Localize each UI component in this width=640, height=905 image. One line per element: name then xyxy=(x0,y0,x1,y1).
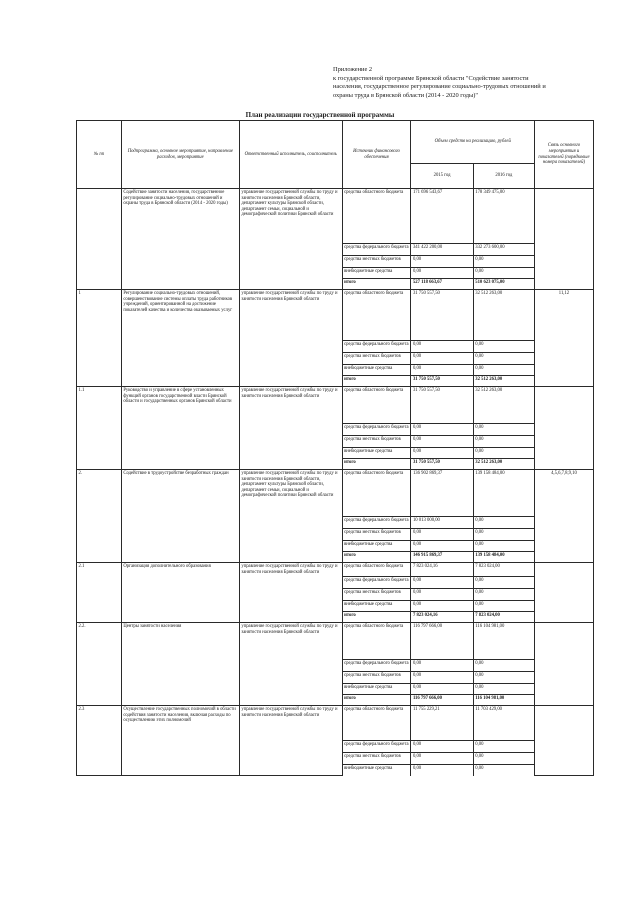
funding-source-label: внебюджетные средства xyxy=(342,765,411,776)
table-row xyxy=(77,706,594,741)
funding-source-label: средства местных бюджетов xyxy=(342,529,411,541)
indicator-link: 4,5,6,7,8,9,10 xyxy=(534,470,593,563)
row-number: 2.3 xyxy=(77,706,122,776)
measure-name: Центры занятости населения xyxy=(121,623,239,706)
amount-2015: 0,00 xyxy=(411,660,473,672)
row-number: 1 xyxy=(77,290,122,387)
amount-2016: 0,00 xyxy=(473,424,534,436)
amount-2015: 0,00 xyxy=(411,753,473,765)
row-number: 2. xyxy=(77,470,122,563)
indicator-link xyxy=(534,387,593,470)
executor-name: управление государственной службы по труду и занятости населения Брянской области xyxy=(239,623,342,706)
measure-name: Регулирование социально-трудовых отношений, совершенствование системы оплаты труда работников учреждений, ориентированной на достижение показателей качества и количества оказываемых услуг xyxy=(121,290,239,387)
amount-2016: 0,00 xyxy=(473,268,534,279)
header-source: Источник финансового обеспечения xyxy=(342,121,411,189)
amount-2015: 0,00 xyxy=(411,268,473,279)
amount-2015: 0,00 xyxy=(411,601,473,612)
amount-2016: 139 158 484,00 xyxy=(473,552,534,563)
funding-source-label: средства федерального бюджета xyxy=(342,424,411,436)
funding-source-label: внебюджетные средства xyxy=(342,541,411,552)
executor-name: управление государственной службы по труду и занятости населения Брянской области, департамент культуры Брянской области, департамент семьи, социальной и демографической политики Брянской области xyxy=(239,189,342,290)
amount-2015: 31 750 557,50 xyxy=(411,376,473,387)
amount-2016: 0,00 xyxy=(473,684,534,695)
amount-2016: 178 349 475,00 xyxy=(473,189,534,244)
row-number xyxy=(77,189,122,290)
amount-2015: 0,00 xyxy=(411,448,473,459)
header-year-2016: 2016 год xyxy=(473,164,534,189)
amount-2016: 116 104 981,00 xyxy=(473,695,534,706)
amount-2015: 0,00 xyxy=(411,256,473,268)
amount-2016: 0,00 xyxy=(473,436,534,448)
amount-2016: 0,00 xyxy=(473,341,534,353)
amount-2015: 0,00 xyxy=(411,529,473,541)
executor-name: управление государственной службы по труду и занятости населения Брянской области xyxy=(239,290,342,387)
amount-2016: 32 512 263,00 xyxy=(473,387,534,424)
amount-2016: 0,00 xyxy=(473,660,534,672)
amount-2015: 0,00 xyxy=(411,365,473,376)
funding-source-label: средства областного бюджета xyxy=(342,470,411,517)
amount-2016: 0,00 xyxy=(473,589,534,601)
amount-2015: 116 797 666,00 xyxy=(411,623,473,660)
header-link: Связь основного мероприятия и показателей (порядковые номера показателей) xyxy=(534,121,593,189)
amount-2016: 0,00 xyxy=(473,577,534,589)
funding-source-label: итого xyxy=(342,612,411,623)
funding-source-label: средства местных бюджетов xyxy=(342,672,411,684)
indicator-link xyxy=(534,563,593,623)
funding-source-label: средства областного бюджета xyxy=(342,290,411,341)
amount-2015: 0,00 xyxy=(411,353,473,365)
amount-2016: 332 273 600,00 xyxy=(473,244,534,256)
funding-source-label: средства местных бюджетов xyxy=(342,753,411,765)
appendix-line: охраны труда в Брянской области (2014 - 2020 годы)" xyxy=(333,91,479,99)
funding-source-label: средства местных бюджетов xyxy=(342,353,411,365)
amount-2015: 31 750 557,50 xyxy=(411,290,473,341)
funding-source-label: итого xyxy=(342,279,411,290)
header-executor: Ответственный исполнитель, соисполнитель xyxy=(239,121,342,189)
amount-2015: 31 750 557,50 xyxy=(411,387,473,424)
amount-2016: 0,00 xyxy=(473,365,534,376)
funding-source-label: итого xyxy=(342,695,411,706)
amount-2016: 0,00 xyxy=(473,256,534,268)
amount-2016: 32 512 263,00 xyxy=(473,459,534,470)
executor-name: управление государственной службы по труду и занятости населения Брянской области xyxy=(239,563,342,623)
funding-source-label: итого xyxy=(342,552,411,563)
amount-2016: 11 703 429,00 xyxy=(473,706,534,741)
funding-source-label: средства областного бюджета xyxy=(342,706,411,741)
funding-source-label: средства областного бюджета xyxy=(342,387,411,424)
amount-2015: 0,00 xyxy=(411,436,473,448)
amount-2015: 0,00 xyxy=(411,741,473,753)
amount-2015: 0,00 xyxy=(411,765,473,776)
amount-2015: 31 750 557,50 xyxy=(411,459,473,470)
table-row xyxy=(77,623,594,660)
funding-source-label: средства местных бюджетов xyxy=(342,589,411,601)
amount-2016: 0,00 xyxy=(473,529,534,541)
amount-2015: 11 755 229,21 xyxy=(411,706,473,741)
amount-2015: 0,00 xyxy=(411,541,473,552)
funding-source-label: внебюджетные средства xyxy=(342,365,411,376)
funding-source-label: внебюджетные средства xyxy=(342,268,411,279)
amount-2015: 527 118 663,67 xyxy=(411,279,473,290)
funding-source-label: средства федерального бюджета xyxy=(342,244,411,256)
row-number: 2.2. xyxy=(77,623,122,706)
funding-source-label: средства областного бюджета xyxy=(342,623,411,660)
amount-2016: 0,00 xyxy=(473,672,534,684)
amount-2016: 32 512 263,00 xyxy=(473,376,534,387)
amount-2015: 0,00 xyxy=(411,684,473,695)
amount-2016: 32 512 263,00 xyxy=(473,290,534,341)
row-number: 2.1 xyxy=(77,563,122,623)
funding-source-label: средства федерального бюджета xyxy=(342,577,411,589)
amount-2016: 0,00 xyxy=(473,601,534,612)
measure-name: Осуществление государственных полномочий в области содействия занятости населения, включая расходы по осуществлению этих полномочий xyxy=(121,706,239,776)
funding-source-label: итого xyxy=(342,376,411,387)
amount-2016: 0,00 xyxy=(473,753,534,765)
indicator-link: 11,12 xyxy=(534,290,593,387)
table-row xyxy=(77,563,594,577)
amount-2015: 0,00 xyxy=(411,424,473,436)
measure-name: Руководство и управление в сфере установленных функций органов государственной власти Брянской области и государственных органов Брянской области xyxy=(121,387,239,470)
amount-2015: 116 797 666,00 xyxy=(411,695,473,706)
funding-source-label: средства федерального бюджета xyxy=(342,660,411,672)
plan-table-body xyxy=(77,189,594,776)
funding-source-label: средства местных бюджетов xyxy=(342,436,411,448)
amount-2016: 0,00 xyxy=(473,448,534,459)
amount-2015: 7 823 024,16 xyxy=(411,563,473,577)
header-volume: Объем средств на реализацию, рублей xyxy=(411,121,535,164)
funding-source-label: средства федерального бюджета xyxy=(342,741,411,753)
indicator-link xyxy=(534,706,593,776)
table-row xyxy=(77,189,594,244)
plan-table xyxy=(76,120,594,776)
funding-source-label: средства областного бюджета xyxy=(342,189,411,244)
amount-2016: 139 158 484,00 xyxy=(473,470,534,517)
amount-2016: 0,00 xyxy=(473,765,534,776)
table-row xyxy=(77,290,594,341)
document-title: План реализации государственной программы xyxy=(245,111,395,119)
header-num: № пп xyxy=(77,121,122,189)
amount-2016: 7 823 024,00 xyxy=(473,563,534,577)
amount-2015: 146 915 869,37 xyxy=(411,552,473,563)
amount-2016: 0,00 xyxy=(473,517,534,529)
funding-source-label: внебюджетные средства xyxy=(342,448,411,459)
table-row xyxy=(77,470,594,517)
amount-2016: 0,00 xyxy=(473,541,534,552)
indicator-link xyxy=(534,189,593,290)
amount-2016: 510 623 075,00 xyxy=(473,279,534,290)
measure-name: Организация дополнительного образования xyxy=(121,563,239,623)
appendix-note xyxy=(333,66,593,100)
header-name: Подпрограмма, основное мероприятие, направление расходов, мероприятие xyxy=(121,121,239,189)
amount-2015: 10 013 000,00 xyxy=(411,517,473,529)
amount-2016: 0,00 xyxy=(473,353,534,365)
executor-name: управление государственной службы по труду и занятости населения Брянской области xyxy=(239,387,342,470)
amount-2016: 116 104 981,00 xyxy=(473,623,534,660)
amount-2015: 0,00 xyxy=(411,589,473,601)
appendix-line: к государственной программе Брянской области "Содействие занятости xyxy=(333,74,529,82)
funding-source-label: средства местных бюджетов xyxy=(342,256,411,268)
amount-2016: 0,00 xyxy=(473,741,534,753)
amount-2016: 7 823 024,00 xyxy=(473,612,534,623)
funding-source-label: итого xyxy=(342,459,411,470)
funding-source-label: внебюджетные средства xyxy=(342,601,411,612)
funding-source-label: средства федерального бюджета xyxy=(342,517,411,529)
amount-2015: 0,00 xyxy=(411,577,473,589)
funding-source-label: внебюджетные средства xyxy=(342,684,411,695)
measure-name: Содействие занятости населения, государственное регулирование социально-трудовых отношений и охраны труда в Брянской области (2014 - 2020 годы) xyxy=(121,189,239,290)
executor-name: управление государственной службы по труду и занятости населения Брянской области, департамент культуры Брянской области, департамент семьи, социальной и демографической политики Брянской области xyxy=(239,470,342,563)
indicator-link xyxy=(534,623,593,706)
appendix-line: Приложение 2 xyxy=(333,66,373,73)
funding-source-label: средства областного бюджета xyxy=(342,563,411,577)
amount-2015: 7 823 024,16 xyxy=(411,612,473,623)
amount-2015: 0,00 xyxy=(411,341,473,353)
row-number: 1.1 xyxy=(77,387,122,470)
amount-2015: 341 422 200,00 xyxy=(411,244,473,256)
amount-2015: 136 902 869,37 xyxy=(411,470,473,517)
header-year-2015: 2015 год xyxy=(411,164,473,189)
funding-source-label: средства федерального бюджета xyxy=(342,341,411,353)
measure-name: Содействие в трудоустройстве безработных граждан xyxy=(121,470,239,563)
amount-2015: 0,00 xyxy=(411,672,473,684)
appendix-line: населения, государственное регулирование социально-трудовых отношений и xyxy=(333,83,546,91)
executor-name: управление государственной службы по труду и занятости населения Брянской области xyxy=(239,706,342,776)
amount-2015: 171 696 543,67 xyxy=(411,189,473,244)
table-row xyxy=(77,387,594,424)
